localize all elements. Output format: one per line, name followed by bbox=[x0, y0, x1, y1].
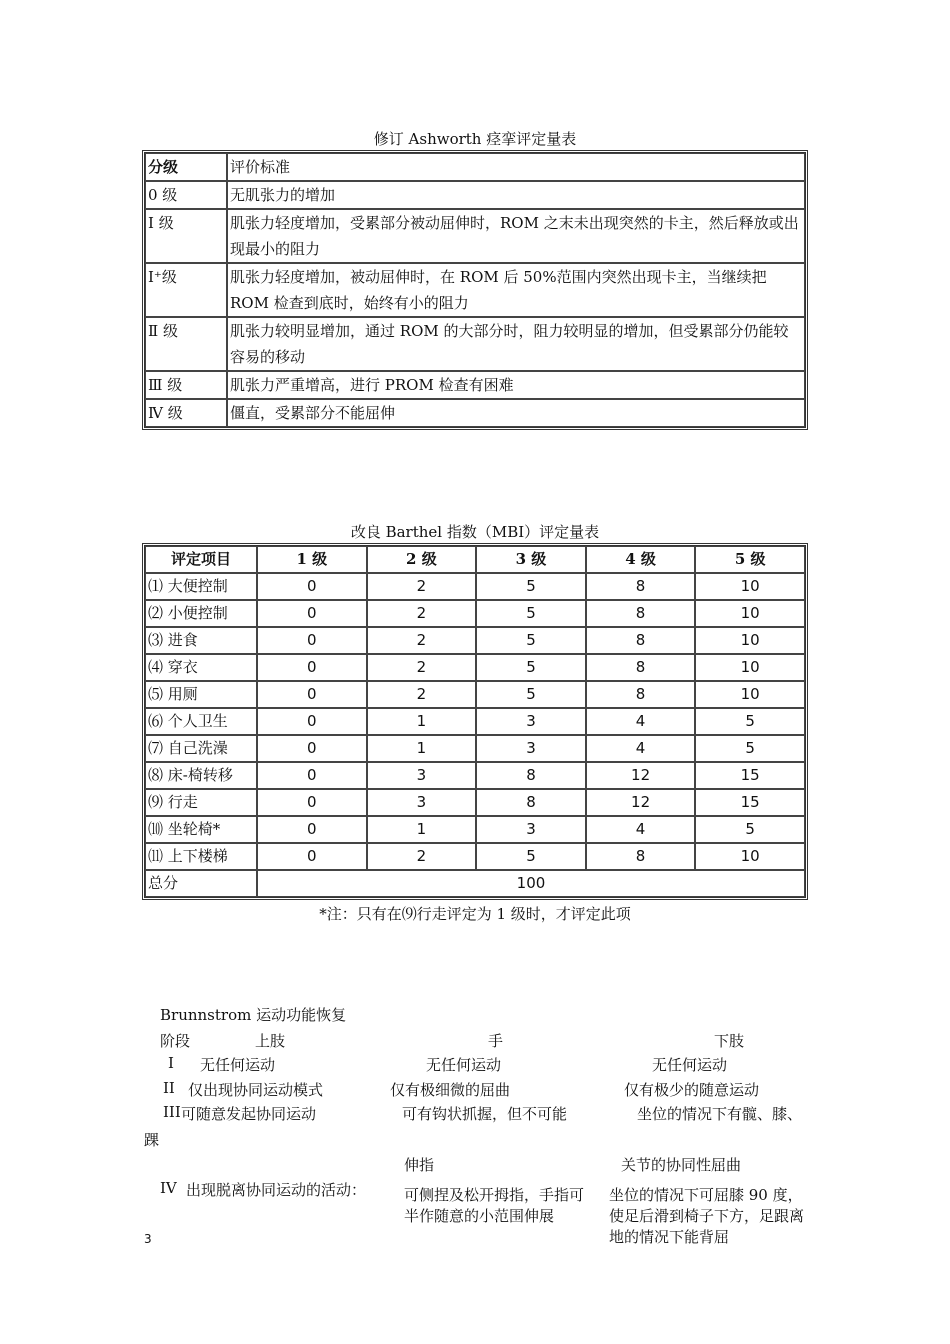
item-cell: ⑺ 自己洗澡 bbox=[145, 735, 257, 762]
item-cell: ⑼ 行走 bbox=[145, 789, 257, 816]
page-number: 3 bbox=[144, 1232, 152, 1246]
grade-cell: Ⅰ⁺级 bbox=[145, 263, 227, 317]
grade-cell: Ⅰ 级 bbox=[145, 209, 227, 263]
score-cell: 10 bbox=[695, 600, 805, 627]
criteria-cell: 肌张力轻度增加，被动屈伸时，在 ROM 后 50%范围内突然出现卡主，当继续把 ROM 检查到底时，始终有小的阻力 bbox=[227, 263, 805, 317]
table-row bbox=[145, 399, 805, 427]
criteria-cell: 肌张力较明显增加，通过 ROM 的大部分时，阻力较明显的增加，但受累部分仍能较容易的移动 bbox=[227, 317, 805, 371]
item-cell: ⑻ 床-椅转移 bbox=[145, 762, 257, 789]
grade-cell: Ⅳ 级 bbox=[145, 399, 227, 427]
score-cell: 15 bbox=[695, 789, 805, 816]
ashworth-title: 修订 Ashworth 痉挛评定量表 bbox=[373, 130, 577, 148]
mbi-body bbox=[145, 573, 805, 870]
score-cell: 0 bbox=[257, 654, 367, 681]
ashworth-table bbox=[142, 150, 808, 430]
stage-4-label: IV bbox=[160, 1179, 177, 1197]
score-cell: 12 bbox=[586, 762, 696, 789]
col-lower-header: 下肢 bbox=[714, 1032, 745, 1050]
mbi-note: *注：只有在⑼行走评定为 1 级时，才评定此项 bbox=[319, 905, 631, 923]
score-cell: 3 bbox=[367, 789, 477, 816]
score-cell: 1 bbox=[367, 708, 477, 735]
score-cell: 8 bbox=[586, 654, 696, 681]
criteria-cell: 肌张力严重增高，进行 PROM 检查有困难 bbox=[227, 371, 805, 399]
item-cell: ⑴ 大便控制 bbox=[145, 573, 257, 600]
score-cell: 5 bbox=[476, 654, 586, 681]
score-cell: 0 bbox=[257, 600, 367, 627]
criteria-cell: 肌张力轻度增加，受累部分被动屈伸时，ROM 之末未出现突然的卡主，然后释放或出现最小的阻力 bbox=[227, 209, 805, 263]
criteria-cell: 僵直，受累部分不能屈伸 bbox=[227, 399, 805, 427]
stage-2-hand: 仅有极细微的屈曲 bbox=[390, 1081, 511, 1099]
stage-2-label: II bbox=[163, 1079, 175, 1097]
score-cell: 8 bbox=[586, 627, 696, 654]
total-label: 总分 bbox=[145, 870, 257, 897]
grade-cell: Ⅲ 级 bbox=[145, 371, 227, 399]
item-cell: ⑹ 个人卫生 bbox=[145, 708, 257, 735]
stage-1-lower: 无任何运动 bbox=[652, 1056, 728, 1074]
score-cell: 5 bbox=[695, 735, 805, 762]
header-level-4: 4 级 bbox=[586, 546, 696, 573]
table-row bbox=[145, 600, 805, 627]
score-cell: 8 bbox=[476, 762, 586, 789]
score-cell: 0 bbox=[257, 816, 367, 843]
item-cell: ⑽ 坐轮椅* bbox=[145, 816, 257, 843]
score-cell: 15 bbox=[695, 762, 805, 789]
item-cell: ⑶ 进食 bbox=[145, 627, 257, 654]
item-cell: ⑾ 上下楼梯 bbox=[145, 843, 257, 870]
score-cell: 3 bbox=[476, 816, 586, 843]
total-row bbox=[145, 870, 805, 897]
score-cell: 2 bbox=[367, 681, 477, 708]
score-cell: 10 bbox=[695, 627, 805, 654]
score-cell: 8 bbox=[586, 600, 696, 627]
score-cell: 0 bbox=[257, 843, 367, 870]
criteria-cell: 无肌张力的增加 bbox=[227, 181, 805, 209]
score-cell: 4 bbox=[586, 816, 696, 843]
table-row bbox=[145, 627, 805, 654]
score-cell: 4 bbox=[586, 708, 696, 735]
stage-3-label: III bbox=[163, 1103, 181, 1121]
table-row bbox=[145, 762, 805, 789]
score-cell: 3 bbox=[476, 708, 586, 735]
stage-2-upper: 仅出现协同运动模式 bbox=[188, 1081, 324, 1099]
stage-3-lower: 坐位的情况下有髋、膝、 bbox=[637, 1105, 803, 1123]
score-cell: 3 bbox=[476, 735, 586, 762]
score-cell: 10 bbox=[695, 843, 805, 870]
score-cell: 1 bbox=[367, 735, 477, 762]
stage-1-label: I bbox=[168, 1054, 174, 1072]
score-cell: 5 bbox=[476, 600, 586, 627]
stage-2-lower: 仅有极少的随意运动 bbox=[624, 1081, 760, 1099]
score-cell: 8 bbox=[586, 843, 696, 870]
score-cell: 5 bbox=[695, 708, 805, 735]
grade-cell: 0 级 bbox=[145, 181, 227, 209]
score-cell: 0 bbox=[257, 735, 367, 762]
score-cell: 8 bbox=[586, 681, 696, 708]
brunnstrom-title: Brunnstrom 运动功能恢复 bbox=[160, 1006, 347, 1024]
score-cell: 2 bbox=[367, 627, 477, 654]
header-level-1: 1 级 bbox=[257, 546, 367, 573]
score-cell: 2 bbox=[367, 573, 477, 600]
item-cell: ⑸ 用厕 bbox=[145, 681, 257, 708]
table-row bbox=[145, 263, 805, 317]
col-upper-header: 上肢 bbox=[255, 1032, 286, 1050]
score-cell: 4 bbox=[586, 735, 696, 762]
header-level-5: 5 级 bbox=[695, 546, 805, 573]
table-row bbox=[145, 681, 805, 708]
header-grade: 分级 bbox=[145, 153, 227, 181]
table-row bbox=[145, 735, 805, 762]
score-cell: 0 bbox=[257, 627, 367, 654]
score-cell: 10 bbox=[695, 654, 805, 681]
score-cell: 5 bbox=[476, 843, 586, 870]
score-cell: 2 bbox=[367, 654, 477, 681]
stage-3-continuation: 踝 bbox=[144, 1131, 160, 1149]
table-row bbox=[145, 816, 805, 843]
header-level-2: 2 级 bbox=[367, 546, 477, 573]
score-cell: 1 bbox=[367, 816, 477, 843]
mbi-table bbox=[142, 543, 808, 900]
stage-4-upper: 出现脱离协同运动的活动： bbox=[186, 1181, 367, 1199]
table-row bbox=[145, 789, 805, 816]
stage-3-hand-cont: 伸指 bbox=[404, 1156, 435, 1174]
score-cell: 0 bbox=[257, 789, 367, 816]
score-cell: 5 bbox=[695, 816, 805, 843]
score-cell: 10 bbox=[695, 573, 805, 600]
score-cell: 0 bbox=[257, 708, 367, 735]
score-cell: 0 bbox=[257, 573, 367, 600]
table-row bbox=[145, 708, 805, 735]
stage-3-lower-cont: 关节的协同性屈曲 bbox=[621, 1156, 742, 1174]
score-cell: 8 bbox=[586, 573, 696, 600]
col-hand-header: 手 bbox=[488, 1032, 504, 1050]
score-cell: 10 bbox=[695, 681, 805, 708]
stage-3-upper: 可随意发起协同运动 bbox=[181, 1105, 317, 1123]
table-header-row bbox=[145, 153, 805, 181]
score-cell: 5 bbox=[476, 573, 586, 600]
stage-3-hand: 可有钩状抓握，但不可能 bbox=[402, 1105, 568, 1123]
table-header-row bbox=[145, 546, 805, 573]
total-value: 100 bbox=[257, 870, 805, 897]
score-cell: 2 bbox=[367, 843, 477, 870]
table-row bbox=[145, 843, 805, 870]
score-cell: 12 bbox=[586, 789, 696, 816]
table-row bbox=[145, 573, 805, 600]
score-cell: 3 bbox=[367, 762, 477, 789]
header-level-3: 3 级 bbox=[476, 546, 586, 573]
table-row bbox=[145, 317, 805, 371]
table-row bbox=[145, 181, 805, 209]
header-criteria: 评价标准 bbox=[227, 153, 805, 181]
grade-cell: Ⅱ 级 bbox=[145, 317, 227, 371]
mbi-title: 改良 Barthel 指数（MBI）评定量表 bbox=[350, 523, 600, 541]
table-row bbox=[145, 371, 805, 399]
stage-1-hand: 无任何运动 bbox=[426, 1056, 502, 1074]
score-cell: 0 bbox=[257, 681, 367, 708]
table-row bbox=[145, 654, 805, 681]
score-cell: 0 bbox=[257, 762, 367, 789]
score-cell: 8 bbox=[476, 789, 586, 816]
stage-1-upper: 无任何运动 bbox=[200, 1056, 276, 1074]
stage-4-hand: 可侧捏及松开拇指，手指可半作随意的小范围伸展 bbox=[404, 1186, 585, 1225]
score-cell: 5 bbox=[476, 627, 586, 654]
item-cell: ⑵ 小便控制 bbox=[145, 600, 257, 627]
score-cell: 2 bbox=[367, 600, 477, 627]
score-cell: 5 bbox=[476, 681, 586, 708]
stage-4-lower: 坐位的情况下可屈膝 90 度，使足后滑到椅子下方，足跟离地的情况下能背屈 bbox=[609, 1186, 805, 1246]
col-stage-header: 阶段 bbox=[160, 1032, 191, 1050]
header-item: 评定项目 bbox=[145, 546, 257, 573]
table-row bbox=[145, 209, 805, 263]
item-cell: ⑷ 穿衣 bbox=[145, 654, 257, 681]
